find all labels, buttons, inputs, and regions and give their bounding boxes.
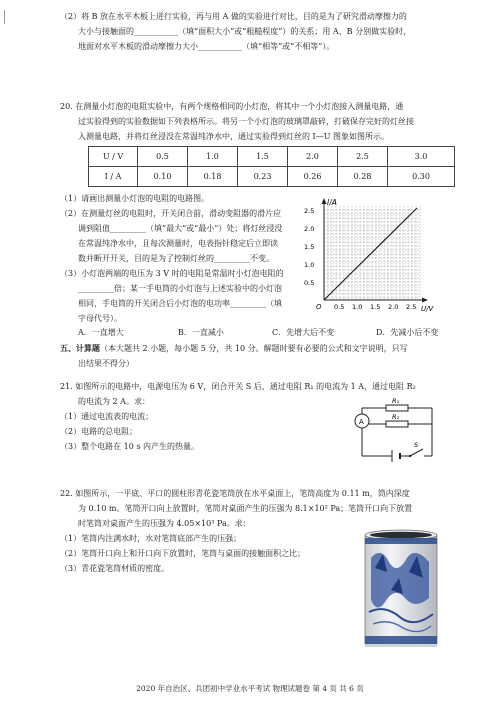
- table-cell: 3.0: [388, 147, 455, 167]
- q22-part-1: （1）笔筒内注满水时，水对笔筒底部产生的压强；: [60, 534, 242, 543]
- q20-part-3c: 相同，手电筒的开关闭合后小灯泡的电功率_________（填: [78, 299, 282, 308]
- x-tick-label: 2.0: [388, 303, 399, 311]
- table-cell: 2.5: [338, 147, 388, 167]
- y-tick-label: 2.5: [304, 207, 315, 215]
- q20-part-2: （2）在测量灯丝的电阻时，开关闭合前，滑动变阻器的滑片应: [60, 209, 282, 218]
- option-c: C．先增大后不变: [272, 328, 335, 337]
- table-cell: 0.23: [238, 167, 288, 187]
- q20-intro-2: 过实验得到的实验数据如下列表格所示。将另一个小灯泡的玻璃罩敲碎，打破保存完好的灯丝接: [78, 117, 414, 126]
- switch-label: S: [414, 441, 419, 449]
- q20-part-2d: 数并断开开关，目的是为了控制灯丝的_________不变。: [78, 254, 274, 263]
- resistor-r1: [386, 405, 408, 411]
- table-row-label: I / A: [89, 167, 138, 187]
- y-tick-label: 0.5: [304, 279, 315, 287]
- resistor-r2: [386, 421, 408, 427]
- q20-part-2b: 调到阻值_________（填“最大”或“最小”）处；将灯丝浸没: [78, 224, 283, 233]
- section-5-heading: [60, 342, 408, 355]
- q20-part-3b: _________倍；某一手电筒的小灯泡与上述实验中的小灯泡: [78, 284, 282, 293]
- r1-label: R₁: [392, 398, 400, 405]
- y-tick-label: 2.0: [304, 225, 315, 233]
- table-row-label: U / V: [89, 147, 138, 167]
- y-tick-label: 1.0: [304, 261, 315, 269]
- table-cell: 0.5: [138, 147, 188, 167]
- y-axis-label: I/A: [327, 198, 337, 207]
- q22-part-3: （3）青花瓷笔筒材质的密度。: [60, 564, 170, 573]
- x-tick-label: 1.0: [352, 303, 363, 311]
- table-cell: 0.18: [188, 167, 238, 187]
- q21-part-3: （3）整个电路在 10 s 内产生的热量。: [60, 442, 200, 451]
- q20-part-1: （1）请画出测量小灯泡的电阻的电路图。: [60, 194, 210, 203]
- q22-line-2: 为 0.10 m。笔筒开口向上放置时，笔筒对桌面产生的压强为 8.1×10² Pa；笔筒开口向下放置: [78, 504, 413, 513]
- table-cell: 1.5: [238, 147, 288, 167]
- q20-part-3: （3）小灯泡两端的电压为 3 V 时的电阻是常温时小灯泡电阻的: [60, 269, 284, 278]
- table-cell: 0.10: [138, 167, 188, 187]
- q22-part-2: （2）笔筒开口向上和开口向下放置时，笔筒与桌面的接触面积之比；: [60, 549, 306, 558]
- data-table: [88, 146, 455, 187]
- q20-intro-3: 入测量电路，并将灯丝浸没在常温纯净水中，通过实验得到灯丝的 I—U 图象如图所示。: [78, 132, 389, 141]
- table-row: [89, 167, 455, 187]
- option-d: D．先减小后不变: [376, 328, 439, 337]
- q20-intro-1: 20. 在测量小灯泡的电阻实验中，有两个规格相同的小灯泡，将其中一个小灯泡接入测量电路，通: [60, 102, 404, 111]
- q21-line-1: 21. 如图所示的电路中，电源电压为 6 V，闭合开关 S 后，通过电阻 R₁ 的电流为 1 A，通过电阻 R₂: [60, 382, 416, 391]
- table-cell: 0.30: [388, 167, 455, 187]
- brush-pot-illustration: [363, 528, 439, 652]
- x-axis-label: U/V: [421, 305, 434, 313]
- x-axis-arrow-icon: [422, 298, 428, 303]
- origin-label: O: [316, 303, 322, 311]
- section-5-title: 五、计算题: [60, 343, 100, 353]
- switch-lever: [410, 449, 423, 456]
- q19-2-line-2: 大小与接触面的___________（填“面积大小”或“粗糙程度”）的关系；用 A、B 分别做实验时，: [78, 27, 412, 36]
- table-cell: 2.0: [288, 147, 338, 167]
- q19-2-line-3: 地面对水平木板的滑动摩擦力大小___________（填“相等”或“不相等”）。: [78, 42, 335, 51]
- q20-part-2c: 在常温纯净水中，且每次测量时，电表指针稳定后立即读: [78, 239, 278, 248]
- section-5-note: （本大题共 2 小题，每小题 5 分，共 10 分。解题时要有必要的公式和文字说明，只写: [100, 344, 408, 353]
- q22-line-3: 时笔筒对桌面产生的压强为 4.05×10³ Pa。求：: [78, 519, 251, 528]
- y-axis-arrow-icon: [322, 198, 327, 204]
- ammeter-label: A: [359, 418, 364, 426]
- q22-line-1: 22. 如图所示，一平底、平口的圆柱形青花瓷笔筒放在水平桌面上，笔筒高度为 0.11 m，筒内深度: [60, 489, 410, 498]
- r2-label: R₂: [392, 413, 400, 421]
- table-cell: 0.28: [338, 167, 388, 187]
- table-cell: 0.26: [288, 167, 338, 187]
- margin-mark: [4, 10, 5, 24]
- x-tick-label: 2.5: [406, 303, 417, 311]
- q21-line-2: 的电流为 2 A。求：: [78, 397, 150, 406]
- circuit-diagram: [348, 398, 444, 468]
- q19-2-line-1: （2）将 B 放在水平木板上进行实验，再与用 A 做的实验进行对比，目的是为了研究滑动摩擦力的: [60, 12, 407, 21]
- option-a: A．一直增大: [78, 328, 124, 337]
- q20-part-3d: 字母代号）。: [78, 314, 122, 323]
- q21-part-1: （1）通过电流表的电流；: [60, 412, 154, 421]
- section-5-note-2: 出结果不得分）: [78, 359, 134, 368]
- switch-contact: [409, 455, 411, 457]
- x-tick-label: 0.5: [334, 303, 345, 311]
- table-cell: 1.0: [188, 147, 238, 167]
- y-tick-label: 1.5: [304, 243, 315, 251]
- x-tick-label: 1.5: [370, 303, 381, 311]
- table-row: [89, 147, 455, 167]
- page-footer: 2020 年自治区、兵团初中学业水平考试 物理试题卷 第 4 页 共 6 页: [136, 684, 364, 693]
- iu-graph: [300, 196, 438, 314]
- option-b: B．一直减小: [178, 328, 224, 337]
- q21-part-2: （2）电路的总电阻；: [60, 427, 138, 436]
